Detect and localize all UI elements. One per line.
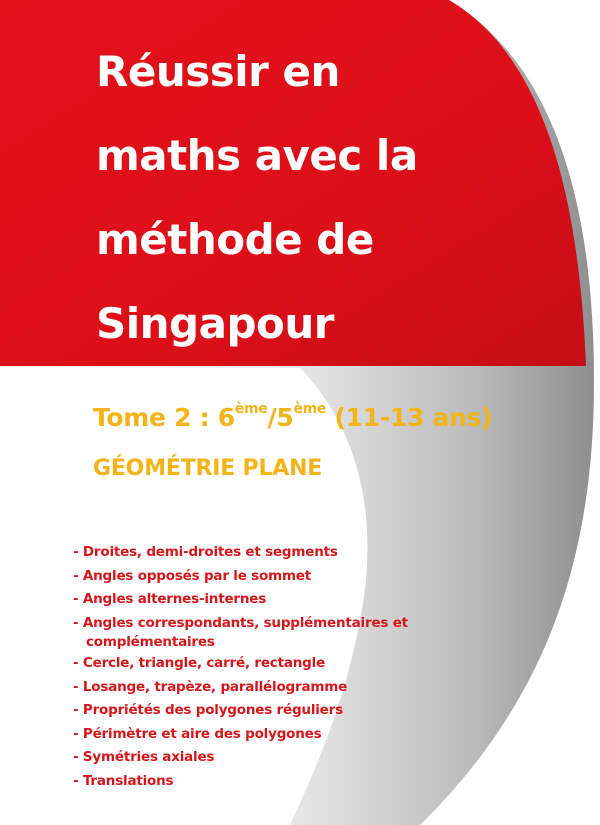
- tome-prefix: Tome 2 : 6: [93, 403, 235, 432]
- title-line: méthode de: [96, 215, 374, 264]
- list-item: - Losange, trapèze, parallélogramme: [73, 678, 348, 695]
- list-item: - Translations: [73, 772, 174, 789]
- tome-age-range: (11-13 ans): [326, 403, 493, 432]
- topics-list: [73, 541, 408, 793]
- subject-heading: GÉOMÉTRIE PLANE: [93, 456, 323, 481]
- title-line: Singapour: [96, 299, 334, 348]
- title-line: Réussir en: [96, 47, 340, 96]
- tome-superscript: ème: [293, 401, 327, 417]
- list-item: - Périmètre et aire des polygones: [73, 725, 322, 742]
- title-line: maths avec la: [96, 131, 418, 180]
- list-item: - Angles opposés par le sommet: [73, 567, 312, 584]
- list-item: - Propriétés des polygones réguliers: [73, 702, 343, 718]
- tome-separator: /5: [267, 403, 294, 432]
- list-item: - Angles alternes-internes: [73, 591, 267, 607]
- list-item-continuation: complémentaires: [86, 634, 215, 650]
- list-item: [73, 612, 408, 653]
- list-item: - Droites, demi-droites et segments: [73, 544, 338, 560]
- list-item: - Cercle, triangle, carré, rectangle: [73, 655, 326, 671]
- list-item-text: - Angles correspondants, supplémentaires et: [73, 614, 408, 631]
- tome-label: [93, 403, 492, 432]
- book-title: [96, 30, 418, 366]
- tome-superscript: ème: [234, 401, 268, 417]
- list-item: - Symétries axiales: [73, 749, 215, 765]
